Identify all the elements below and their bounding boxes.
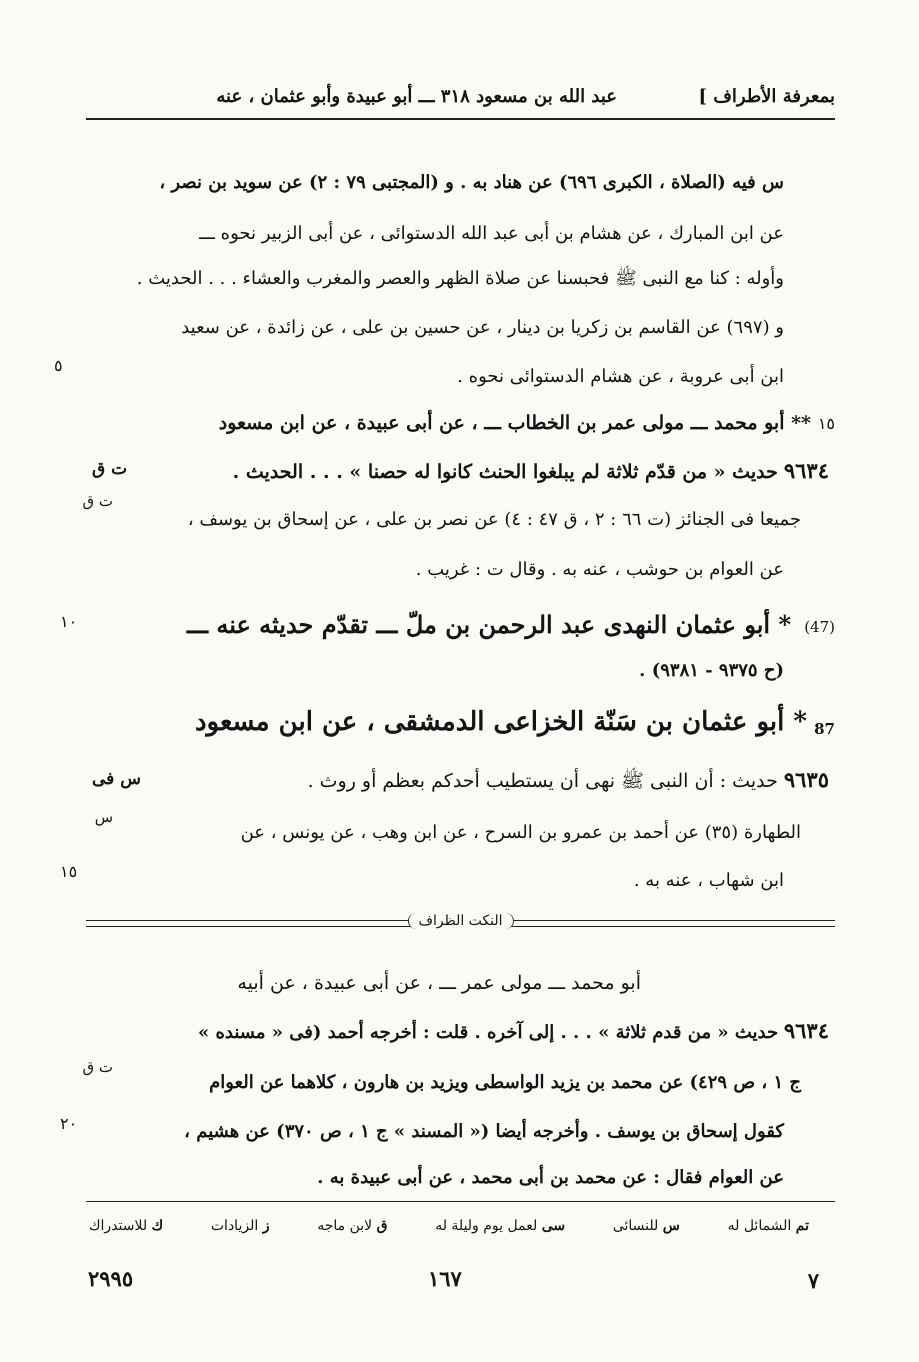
line-number: ٢٠ bbox=[60, 1114, 78, 1133]
text-line: عن العوام فقال : عن محمد بن أبى محمد ، عن أبى عبيدة به . bbox=[317, 1167, 784, 1188]
line-number: ١٥ bbox=[817, 414, 835, 433]
abbr-item: ك للاستدراك bbox=[89, 1218, 164, 1234]
sigla-side: ت ق bbox=[82, 1058, 113, 1076]
sigla: ت ق bbox=[92, 459, 128, 479]
text-line: أبو محمد ـــ مولى عمر ـــ ، عن أبى عبيدة ، عن أبيه bbox=[237, 972, 641, 994]
hadith-number: ٩٦٣٥ bbox=[783, 767, 829, 792]
text-line: وأوله : كنا مع النبى ﷺ فحبسنا عن صلاة الظهر والعصر والمغرب والعشاء . . . الحديث . bbox=[136, 268, 784, 289]
line-number: ١٠ bbox=[60, 612, 78, 631]
footer-rule bbox=[86, 1201, 835, 1202]
hadith-line bbox=[198, 1016, 829, 1046]
sigla-side: ت ق bbox=[82, 492, 113, 510]
entry-number: (47) bbox=[804, 618, 835, 636]
header-rule bbox=[86, 118, 835, 120]
abbr-item: تم الشمائل له bbox=[727, 1218, 809, 1234]
hadith-number: ٩٦٣٤ bbox=[783, 458, 829, 483]
line-number: ١٥ bbox=[60, 862, 78, 881]
text-line: ابن شهاب ، عنه به . bbox=[633, 870, 784, 891]
text-line: جميعا فى الجنائز (ت ٦٦ : ٢ ، ق ٤٧ : ٤) عن نصر بن على ، عن إسحاق بن يوسف ، bbox=[187, 509, 801, 530]
volume-number: ٧ bbox=[807, 1268, 819, 1293]
hadith-line bbox=[308, 765, 829, 795]
abbr-item: س للنسائى bbox=[612, 1218, 680, 1234]
hadith-text: حديث : أن النبى ﷺ نهى أن يستطيب أحدكم بعظم أو روث . bbox=[307, 770, 778, 792]
edition-page-number: ٢٩٩٥ bbox=[88, 1266, 134, 1291]
hadith-text: حديث « من قدم ثلاثة » . . . إلى آخره . قلت : أخرجه أحمد (فى « مسنده » bbox=[197, 1022, 779, 1043]
abbr-item: ز الزيادات bbox=[210, 1218, 270, 1234]
text-line: عن العوام بن حوشب ، عنه به . وقال ت : غريب . bbox=[415, 559, 784, 580]
text-line: عن ابن المبارك ، عن هشام بن أبى عبد الله الدستوائى ، عن أبى الزبير نحوه ـــ bbox=[199, 223, 784, 244]
text-line: الطهارة (٣٥) عن أحمد بن عمرو بن السرح ، عن ابن وهب ، عن يونس ، عن bbox=[240, 822, 801, 843]
abbreviation-key bbox=[89, 1218, 809, 1234]
text-line: (ح ٩٣٧٥ - ٩٣٨١) . bbox=[639, 660, 784, 681]
line-number: ٥ bbox=[54, 356, 63, 375]
header-right: بمعرفة الأطراف ] bbox=[698, 86, 835, 107]
divider-label: النكت الظراف bbox=[407, 913, 513, 929]
sigla-side: س bbox=[94, 808, 113, 826]
page-number: ١٦٧ bbox=[428, 1266, 462, 1291]
text-line: كقول إسحاق بن يوسف . وأخرجه أيضا (« المسند » ج ١ ، ص ٣٧٠) عن هشيم ، bbox=[184, 1121, 784, 1142]
entry-heading: * أبو عثمان بن سَنّة الخزاعى الدمشقى ، عن ابن مسعود bbox=[194, 707, 807, 737]
hadith-text: حديث « من قدّم ثلاثة لم يبلغوا الحنث كانوا له حصنا » . . . الحديث . bbox=[232, 461, 778, 483]
text-line: ابن أبى عروبة ، عن هشام الدستوائى نحوه . bbox=[457, 366, 784, 387]
entry-heading: ** أبو محمد ـــ مولى عمر بن الخطاب ـــ ، عن أبى عبيدة ، عن ابن مسعود bbox=[218, 412, 811, 434]
text-line: و (٦٩٧) عن القاسم بن زكريا بن دينار ، عن حسين بن على ، عن زائدة ، عن سعيد bbox=[181, 317, 784, 338]
entry-number: 87 bbox=[814, 720, 835, 738]
abbr-item: سى لعمل يوم وليلة له bbox=[435, 1218, 566, 1234]
hadith-number: ٩٦٣٤ bbox=[783, 1018, 829, 1043]
abbr-item: ق لابن ماجه bbox=[317, 1218, 388, 1234]
header-title: عبد الله بن مسعود ٣١٨ ـــ أبو عبيدة وأبو عثمان ، عنه bbox=[216, 86, 617, 107]
text-line: ج ١ ، ص ٤٢٩) عن محمد بن يزيد الواسطى ويزيد بن هارون ، كلاهما عن العوام bbox=[209, 1072, 801, 1093]
text-line: س فيه (الصلاة ، الكبرى ٦٩٦) عن هناد به . و (المجتبى ٧٩ : ٢) عن سويد بن نصر ، bbox=[159, 172, 784, 193]
entry-heading: * أبو عثمان النهدى عبد الرحمن بن ملّ ـــ تقدّم حديثه عنه ـــ bbox=[186, 610, 791, 639]
running-header bbox=[86, 80, 835, 116]
hadith-line bbox=[233, 456, 829, 486]
sigla: س فى bbox=[92, 769, 141, 789]
section-divider bbox=[86, 913, 835, 935]
